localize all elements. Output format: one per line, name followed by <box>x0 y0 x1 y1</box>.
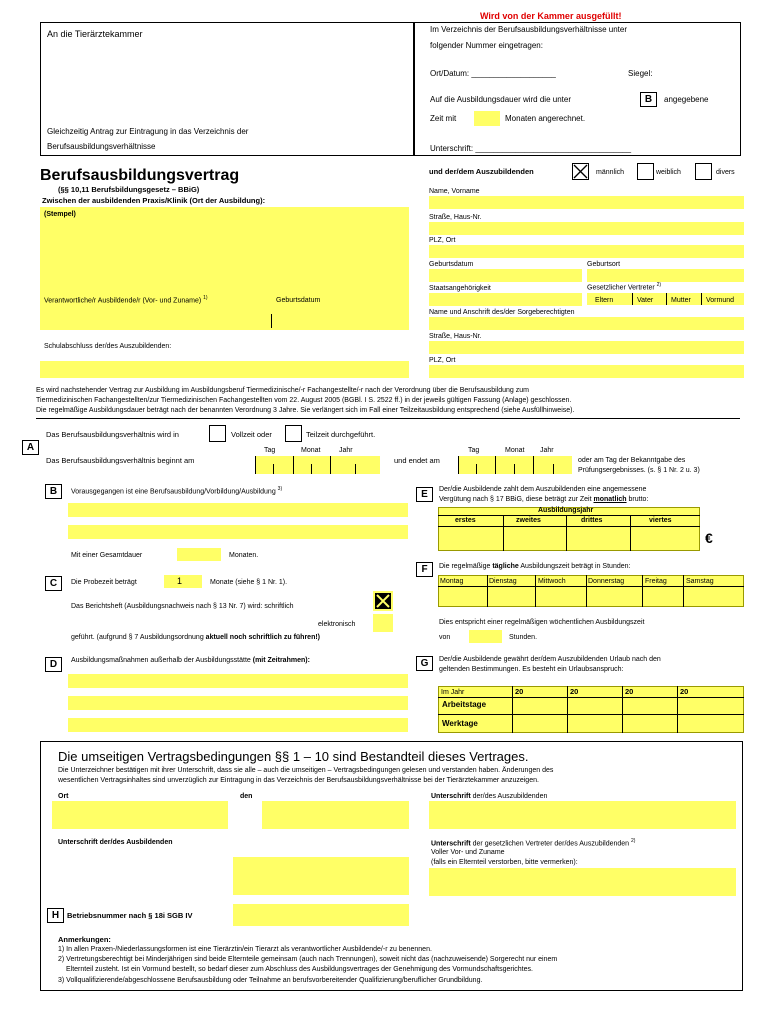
zip-input[interactable] <box>429 245 744 258</box>
e-line2: Vergütung nach § 17 BBiG, diese beträgt zur Zeit monatlich brutto: <box>439 496 649 503</box>
g-line1: Der/die Ausbildende gewährt der/dem Auszubildenden Urlaub nach den <box>439 656 661 663</box>
checkmark-x-icon <box>373 591 393 611</box>
guardian-sig-name: Voller Vor- und Zuname <box>431 849 505 856</box>
date-divider <box>293 456 294 474</box>
end-or-line1: oder am Tag der Bekanntgabe des <box>578 457 686 464</box>
end-or-line2: Prüfungsergebnisses. (s. § 1 Nr. 2 u. 3) <box>578 467 700 474</box>
day-friday: Freitag <box>645 578 667 585</box>
note-2b: Elternteil zusteht. Ist ein Vormund bestellt, so bedarf dieser zum Abschluss des Ausbildungsvertrages der Genehmigung des Vormundschaftsgerichtes. <box>66 966 533 973</box>
place-label: Ort <box>58 793 69 800</box>
fulltime-checkbox[interactable] <box>209 425 226 442</box>
trainee-sig-label: Unterschrift der/des Auszubildenden <box>431 793 548 800</box>
intro-line3: Die regelmäßige Ausbildungsdauer beträgt nach der benannten Verordnung 3 Jahre. Sie verlängert sich im Fall einer Teilzeitausbildung entsprechend (siehe Ausfüllhinweise). <box>36 407 575 414</box>
parttime-checkbox[interactable] <box>285 425 302 442</box>
table-line <box>438 697 744 698</box>
year-col-2: zweites <box>516 517 541 524</box>
registry-line1: Im Verzeichnis der Berufsausbildungsverhältnisse unter <box>430 25 627 34</box>
report-note: geführt. (aufgrund § 7 Ausbildungsordnung aktuell noch schriftlich zu führen!) <box>71 634 321 641</box>
date-divider <box>255 456 256 474</box>
b-text: Vorausgegangen ist eine Berufsausbildung/Vorbildung/Ausbildung $^{3)}$ <box>71 486 283 496</box>
start-year-label: Jahr <box>339 447 353 454</box>
external-measures-input-1[interactable] <box>68 674 408 688</box>
seal: Siegel: <box>628 69 653 78</box>
year-col-3: drittes <box>581 517 603 524</box>
option-divider <box>701 293 702 305</box>
hours-label: Stunden. <box>509 634 538 641</box>
currency-sign: € <box>705 530 713 546</box>
school-input[interactable] <box>40 361 409 378</box>
option-divider <box>632 293 633 305</box>
field-divider <box>271 314 272 328</box>
day-wednesday: Mittwoch <box>538 578 566 585</box>
stamp-field[interactable] <box>40 207 409 330</box>
stamp-label: (Stempel) <box>44 211 76 218</box>
report-label: Das Berichtsheft (Ausbildungsnachweis nach § 13 Nr. 7) wird: schriftlich <box>71 603 294 610</box>
intro-line1: Es wird nachstehender Vertrag zur Ausbildung im Ausbildungsberuf Tiermedizinische/-r Fachangestellte/-r nach der Verordnung über die Berufsausbildung zum <box>36 387 529 394</box>
diverse-checkbox[interactable] <box>695 163 712 180</box>
end-year-label: Jahr <box>540 447 554 454</box>
date-divider <box>553 464 554 474</box>
option-divider <box>666 293 667 305</box>
in-year-label: Im Jahr <box>441 689 465 696</box>
signature-text-1: Die Unterzeichner bestätigen mit ihrer Unterschrift, dass sie alle – auch die umseitigen – Vertragsbedingungen gelesen und verstanden haben. Änderungen des <box>58 767 554 774</box>
table-line <box>438 714 744 715</box>
father-option[interactable]: Vater <box>637 297 654 304</box>
year-col-4: viertes <box>649 517 672 524</box>
section-a-label: A <box>22 440 39 455</box>
b-months-label: Monaten. <box>229 552 259 559</box>
weekly-hours-input[interactable] <box>469 630 502 643</box>
vacation-year-2: 20 <box>570 687 579 696</box>
note-2a: 2) Vertretungsberechtigt bei Minderjährigen sind beide Elternteile gemeinsam (auch nach Trennungen), soweit nicht das (nachzuweisende) Sorgerecht nur einem <box>58 956 558 963</box>
male-checkbox[interactable] <box>572 163 589 180</box>
school-label: Schulabschluss der/des Auszubildenden: <box>44 343 172 350</box>
prior-training-input-1[interactable] <box>68 503 408 517</box>
probation-label: Die Probezeit beträgt <box>71 579 137 586</box>
day-monday: Montag <box>440 578 464 585</box>
f-text: Die regelmäßige tägliche Ausbildungszeit beträgt in Stunden: <box>439 563 631 570</box>
table-line <box>438 586 744 587</box>
contract-title: Berufsausbildungsvertrag <box>40 167 240 184</box>
h-text: Betriebsnummer nach § 18i SGB IV <box>67 911 193 920</box>
section-g-label: G <box>416 656 433 671</box>
responsible-birthdate-label: Geburtsdatum <box>276 297 321 304</box>
name-label: Name, Vorname <box>429 188 480 195</box>
d-text: Ausbildungsmaßnahmen außerhalb der Ausbildungsstätte (mit Zeitrahmen): <box>71 657 310 664</box>
table-line <box>503 515 504 551</box>
prior-training-input-2[interactable] <box>68 525 408 539</box>
section-d-label: D <box>45 657 62 672</box>
date-divider <box>311 464 312 474</box>
duration-text-b: angegebene <box>664 95 709 104</box>
trainee-header: und der/dem Auszubildenden <box>429 167 534 176</box>
trainer-signature-field[interactable] <box>233 857 409 895</box>
von-label: von <box>439 634 451 641</box>
months-text-a: Zeit mit <box>430 114 457 123</box>
company-number-input[interactable] <box>233 904 409 926</box>
start-day-label: Tag <box>264 447 276 454</box>
table-line <box>487 575 488 607</box>
female-label: weiblich <box>656 169 681 176</box>
date-input[interactable] <box>262 801 409 829</box>
end-month-label: Monat <box>505 447 525 454</box>
diverse-label: divers <box>716 169 735 176</box>
vacation-year-3: 20 <box>625 687 634 696</box>
guardian-signature-field[interactable] <box>429 868 736 896</box>
end-label: und endet am <box>394 456 440 465</box>
vacation-year-4: 20 <box>680 687 689 696</box>
guardian-sig-label: Unterschrift der gesetzlichen Vertreter der/des Auszubildenden $^{2)}$ <box>431 838 636 848</box>
workdays-label: Arbeitstage <box>442 700 487 709</box>
weekdays-label: Werktage <box>442 719 478 728</box>
male-label: männlich <box>596 169 625 176</box>
written-checkbox[interactable] <box>373 591 393 611</box>
birthdate-label: Geburtsdatum <box>429 261 474 268</box>
parttime-label: Teilzeit durchgeführt. <box>306 430 376 439</box>
date-divider <box>514 464 515 474</box>
note-1: 1) In allen Praxen-/Niederlassungsformen ist eine Tierärztin/ein Tierarzt als verantwortlicher Ausbildende/-r zu benennen. <box>58 946 432 953</box>
start-month-label: Monat <box>301 447 321 454</box>
nationality-input[interactable] <box>429 293 582 306</box>
guardian-zip-input[interactable] <box>429 365 744 378</box>
female-checkbox[interactable] <box>637 163 654 180</box>
date-divider <box>330 456 331 474</box>
trainer-sig-label: Unterschrift der/des Ausbildenden <box>58 839 173 846</box>
street-label: Straße, Haus-Nr. <box>429 214 482 221</box>
responsible-label: Verantwortliche/r Ausbildende/r (Vor- und Zuname) $^{1)}$ <box>44 295 208 305</box>
electronic-label: elektronisch <box>318 621 356 628</box>
probation-input[interactable] <box>164 575 202 588</box>
weekly-text: Dies entspricht einer regelmäßigen wöchentlichen Ausbildungszeit <box>439 619 645 626</box>
notes-title: Anmerkungen: <box>58 935 111 944</box>
duration-text-a: Auf die Ausbildungsdauer wird die unter <box>430 95 571 104</box>
probation-value: 1 <box>177 576 183 586</box>
external-measures-input-3[interactable] <box>68 718 408 732</box>
table-line <box>642 575 643 607</box>
table-line <box>438 526 700 527</box>
place-date: Ort/Datum: ___________________ <box>430 69 556 78</box>
guardian-label: Gesetzlicher Vertreter $^{2)}$ <box>587 282 662 292</box>
table-line <box>677 686 678 733</box>
guardian-name-input[interactable] <box>429 317 744 330</box>
table-line <box>512 686 513 733</box>
credited-months-input[interactable] <box>474 111 500 126</box>
zip-label: PLZ, Ort <box>429 237 456 244</box>
application-line1: Gleichzeitig Antrag zur Eintragung in das Verzeichnis der <box>47 127 249 136</box>
table-line <box>535 575 536 607</box>
table-line <box>586 575 587 607</box>
year-col-1: erstes <box>455 517 476 524</box>
date-label: den <box>240 793 253 800</box>
parents-option[interactable]: Eltern <box>595 297 614 304</box>
probation-unit: Monate (siehe § 1 Nr. 1). <box>210 579 288 586</box>
section-b-label: B <box>45 484 62 499</box>
table-line <box>567 686 568 733</box>
external-measures-input-2[interactable] <box>68 696 408 710</box>
kammer-signature: Unterschrift: ___________________________________ <box>430 144 632 153</box>
date-divider <box>458 456 459 474</box>
a-line1: Das Berufsausbildungsverhältnis wird in <box>46 430 179 439</box>
signature-title: Die umseitigen Vertragsbedingungen §§ 1 – 10 sind Bestandteil dieses Vertrages. <box>58 749 529 764</box>
fulltime-label: Vollzeit oder <box>231 430 272 439</box>
street2-label: Straße, Haus-Nr. <box>429 333 482 340</box>
guardian-sig-note: (falls ein Elternteil verstorben, bitte vermerken): <box>431 859 578 866</box>
guardian-street-input[interactable] <box>429 341 744 354</box>
section-c-label: C <box>45 576 62 591</box>
g-line2: geltenden Bestimmungen. Es besteht ein Urlaubsanspruch: <box>439 666 624 673</box>
months-text-b: Monaten angerechnet. <box>505 114 586 123</box>
vacation-table <box>438 686 744 733</box>
street-input[interactable] <box>429 222 744 235</box>
start-label: Das Berufsausbildungsverhältnis beginnt am <box>46 456 195 465</box>
trainee-signature-field[interactable] <box>429 801 736 829</box>
date-divider <box>533 456 534 474</box>
table-line <box>566 515 567 551</box>
date-divider <box>355 464 356 474</box>
addressee: An die Tierärztekammer <box>47 29 143 39</box>
end-day-label: Tag <box>468 447 480 454</box>
custodian-option[interactable]: Vormund <box>706 297 735 304</box>
intro-line2: Tiermedizinischen Fachangestellten/zur Tiermedizinischen Fachangestellten vom 22. August 2005 (BGBl. I S. 2522 ff.) in der jeweils gültigen Fassung (Anlage) geschlossen. <box>36 397 572 404</box>
note-3: 3) Vollqualifizierende/abgeschlossene Berufsausbildung oder Teilnahme an berufsvorbereitender Qualifizierung/beruflicher Grundbildung. <box>58 977 483 984</box>
table-line <box>630 515 631 551</box>
day-saturday: Samstag <box>686 578 714 585</box>
ref-b-box: B <box>640 92 657 107</box>
electronic-checkbox[interactable] <box>373 614 393 632</box>
date-divider <box>273 464 274 474</box>
nationality-label: Staatsangehörigkeit <box>429 285 491 292</box>
section-h-label: H <box>47 908 64 923</box>
zip2-label: PLZ, Ort <box>429 357 456 364</box>
total-months-input[interactable] <box>177 548 221 561</box>
law-reference: (§§ 10,11 Berufsbildungsgesetz – BBiG) <box>58 185 200 194</box>
day-thursday: Donnerstag <box>588 578 625 585</box>
section-f-label: F <box>416 562 433 577</box>
table-line <box>438 515 700 516</box>
birthplace-label: Geburtsort <box>587 261 621 268</box>
date-divider <box>495 456 496 474</box>
e-line1: Der/die Ausbildende zahlt dem Auszubildenden eine angemessene <box>439 486 647 493</box>
birthdate-input[interactable] <box>429 269 582 282</box>
day-tuesday: Dienstag <box>489 578 517 585</box>
date-divider <box>476 464 477 474</box>
vacation-year-1: 20 <box>515 687 524 696</box>
registry-line2: folgender Nummer eingetragen: <box>430 41 543 50</box>
mother-option[interactable]: Mutter <box>671 297 691 304</box>
place-input[interactable] <box>52 801 228 829</box>
guardian-name-label: Name und Anschrift des/der Sorgeberechtigten <box>429 309 575 316</box>
application-line2: Berufsausbildungsverhältnisse <box>47 142 156 151</box>
year-header: Ausbildungsjahr <box>538 507 594 514</box>
name-input[interactable] <box>429 196 744 209</box>
b-total-label: Mit einer Gesamtdauer <box>71 552 143 559</box>
between-text: Zwischen der ausbildenden Praxis/Klinik (Ort der Ausbildung): <box>42 196 266 205</box>
signature-text-2: wesentlichen Vertragsinhaltes sind unverzüglich zur Eintragung in das Verzeichnis der Berufsausbildungsverhältnisse bei der Tierärztekammer anzuzeigen. <box>58 777 539 784</box>
separator <box>36 418 740 419</box>
table-line <box>622 686 623 733</box>
checkmark-x-icon <box>573 164 588 179</box>
section-e-label: E <box>416 487 433 502</box>
birthplace-input[interactable] <box>587 269 744 282</box>
kammer-note: Wird von der Kammer ausgefüllt! <box>480 11 622 21</box>
table-line <box>683 575 684 607</box>
